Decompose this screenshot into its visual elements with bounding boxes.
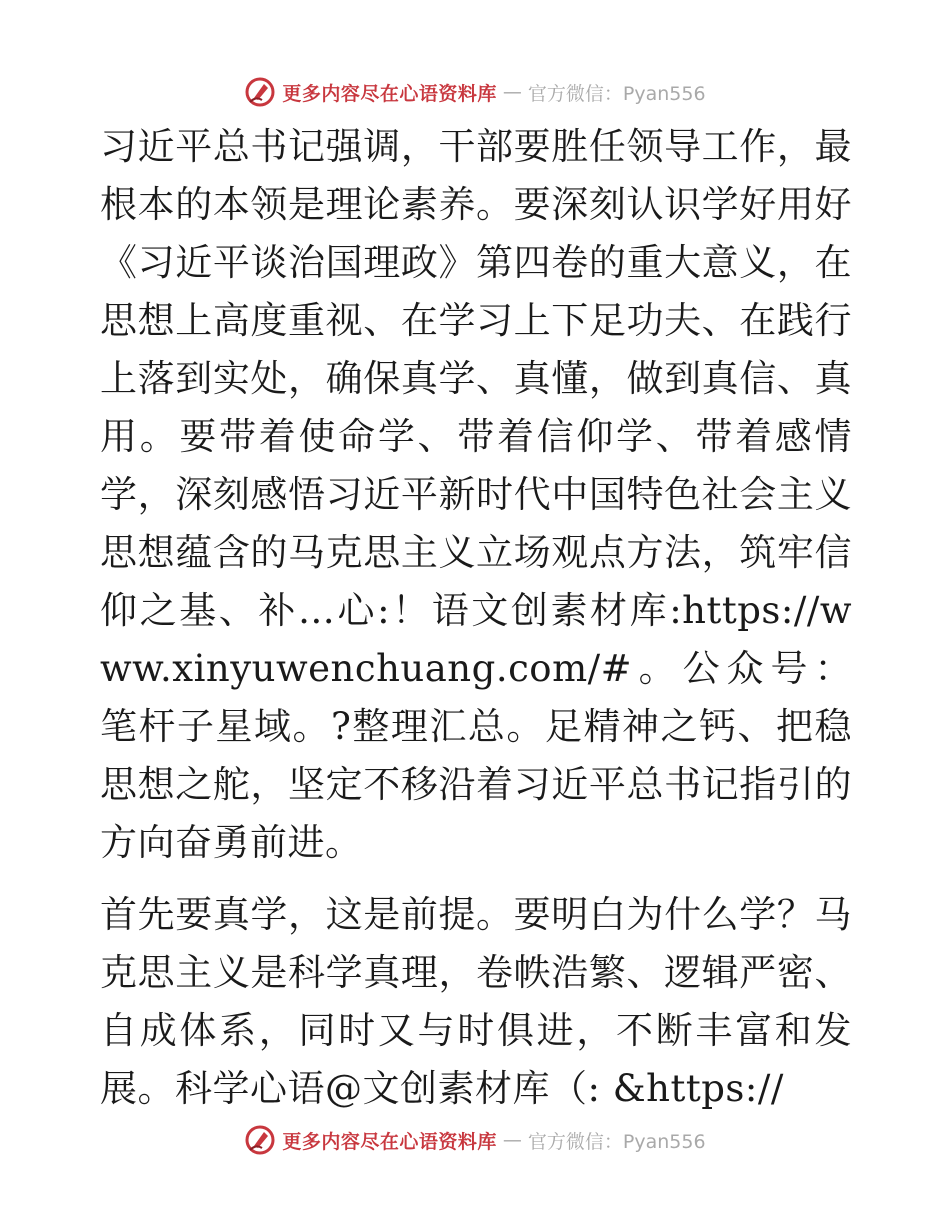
footer-watermark-banner bbox=[0, 1120, 950, 1160]
banner-wechat: 官方微信：Pyan556 bbox=[527, 1130, 706, 1153]
document-body bbox=[100, 118, 852, 1118]
banner-separator: — bbox=[502, 81, 522, 103]
banner-title: 更多内容尽在心语资料库 bbox=[282, 1130, 497, 1153]
header-watermark-banner bbox=[0, 72, 950, 112]
paragraph-1: 习近平总书记强调，干部要胜任领导工作，最根本的本领是理论素养。要深刻认识学好用好《习近平谈治国理政》第四卷的重大意义，在思想上高度重视、在学习上下足功夫、在践行上落到实处，确保真学、真懂，做到真信、真用。要带着使命学、带着信仰学、带着感情学，深刻感悟习近平新时代中国特色社会主义思想蕴含的马克思主义立场观点方法，筑牢信仰之基、补…心:！语文创素材库:https://www.xinyuwenchuang.com/#。公众号：笔杆子星域。?整理汇总。足精神之钙、把稳思想之舵，坚定不移沿着习近平总书记指引的方向奋勇前进。 bbox=[100, 125, 852, 864]
brand-logo-icon bbox=[244, 1124, 276, 1156]
brand-logo-icon bbox=[244, 76, 276, 108]
banner-wechat: 官方微信：Pyan556 bbox=[527, 82, 706, 105]
banner-separator: — bbox=[502, 1129, 522, 1151]
paragraph-2: 首先要真学，这是前提。要明白为什么学？马克思主义是科学真理，卷帙浩繁、逻辑严密、自成体系，同时又与时俱进，不断丰富和发展。科学心语@文创素材库（: &https:// bbox=[100, 893, 852, 1110]
banner-title: 更多内容尽在心语资料库 bbox=[282, 82, 497, 105]
